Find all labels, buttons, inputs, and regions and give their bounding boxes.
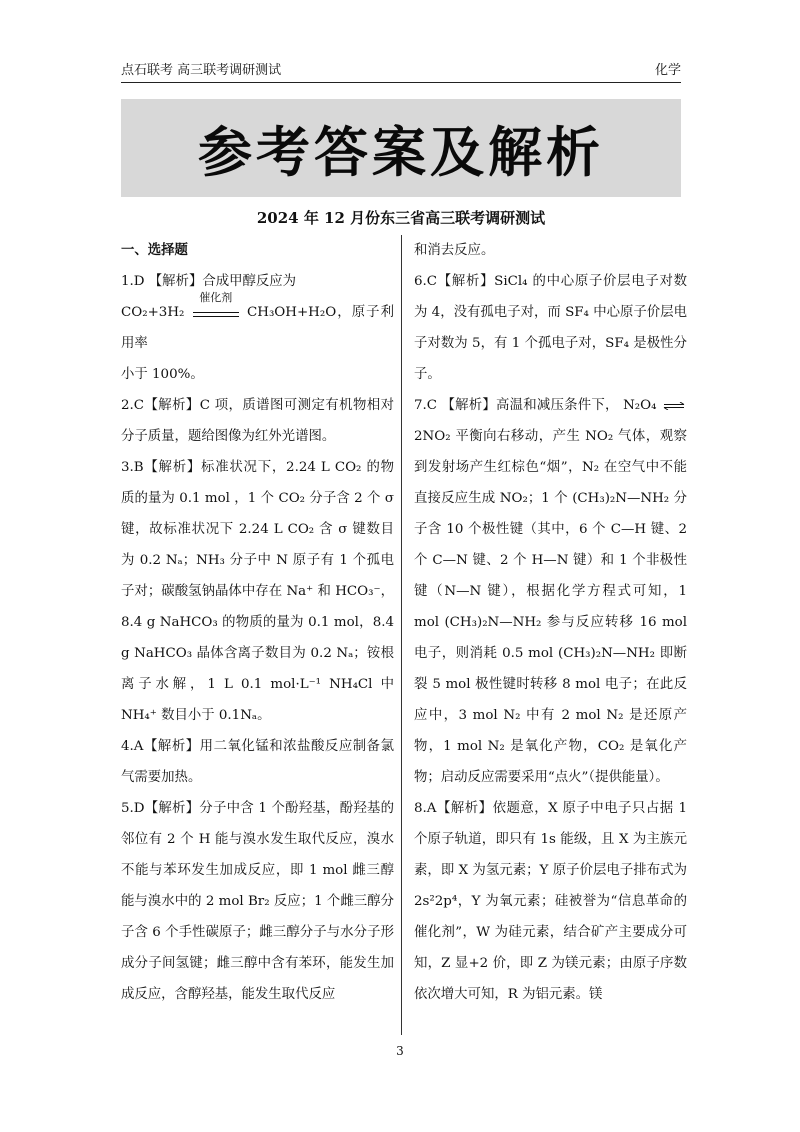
- right-column: [414, 235, 687, 1010]
- catalyst-label: 催化剂: [199, 290, 233, 304]
- equals-with-catalyst: [193, 290, 239, 320]
- title-banner: [121, 99, 681, 197]
- answer-1-end: 小于 100%。: [121, 367, 204, 382]
- answer-5-continued: 和消去反应。: [414, 243, 495, 258]
- left-column: [121, 235, 394, 1010]
- answer-1-eq-left: CO₂+3H₂: [121, 305, 185, 320]
- answer-1-intro: 1.D 【解析】合成甲醇反应为: [121, 274, 297, 289]
- page-number: 3: [396, 1044, 404, 1058]
- answer-7-eq-left: N₂O₄: [623, 398, 657, 413]
- answer-8: 8.A【解析】依题意，X 原子中电子只占据 1 个原子轨道，即只有 1s 能级，且 X 为主族元素，即 X 为氢元素；Y 原子价层电子排布式为 2s²2p⁴，Y 为氧元素；硅被誉为“信息革命的催化剂”，W 为硅元素，结合矿产主要成分可知，Z 显+2 价，即 Z 为镁元素；由原子序数依次增大可知，R 为铝元素。镁: [414, 801, 687, 1002]
- answer-5: 5.D【解析】分子中含 1 个酚羟基，酚羟基的邻位有 2 个 H 能与溴水发生取代反应，溴水不能与苯环发生加成反应，即 1 mol 雌三醇能与溴水中的 2 mol Br₂ 反应；1 个雌三醇分子含 6 个手性碳原子；雌三醇分子与水分子形成分子间氢键；雌三醇中含有苯环，能发生加成反应，含醇羟基，能发生取代反应: [121, 801, 394, 1002]
- banner-title: 参考答案及解析: [198, 119, 604, 184]
- exam-subtitle: 2024 年 12 月份东三省高三联考调研测试: [256, 209, 546, 227]
- answer-4: 4.A【解析】用二氧化锰和浓盐酸反应制备氯气需要加热。: [121, 739, 394, 785]
- answer-3: 3.B【解析】标准状况下，2.24 L CO₂ 的物质的量为 0.1 mol ，1 个 CO₂ 分子含 2 个 σ 键，故标准状况下 2.24 L CO₂ 含 σ 键数目为 0.2 Nₐ；NH₃ 分子中 N 原子有 1 个孤电子对；碳酸氢钠晶体中存在 Na⁺ 和 HCO₃⁻，8.4 g NaHCO₃ 的物质的量为 0.1 mol，8.4 g NaHCO₃ 晶体含离子数目为 0.2 Nₐ；铵根离子水解，1 L 0.1 mol·L⁻¹ NH₄Cl 中 NH₄⁺ 数目小于 0.1Nₐ。: [121, 460, 394, 723]
- answer-6: 6.C【解析】SiCl₄ 的中心原子价层电子对数为 4，没有孤电子对，而 SF₄ 中心原子价层电子对数为 5，有 1 个孤电子对，SF₄ 是极性分子。: [414, 274, 687, 382]
- answer-7-intro: 7.C 【解析】高温和减压条件下，: [414, 398, 619, 413]
- page-header: [121, 56, 681, 83]
- header-exam-name: 点石联考 高三联考调研测试: [121, 63, 282, 78]
- answer-1-eq-right: CH₃OH+H₂O，原子利用率: [121, 305, 394, 351]
- answer-7-body: 2NO₂ 平衡向右移动，产生 NO₂ 气体，观察到发射场产生红棕色“烟”，N₂ 在空气中不能直接反应生成 NO₂；1 个 (CH₃)₂N—NH₂ 分子含 10 个极性键（其中，6 个 C—H 键、2 个 C—N 键、2 个 H—N 键）和 1 个非极性键（N—N 键），根据化学方程式可知，1 mol (CH₃)₂N—NH₂ 参与反应转移 16 mol 电子，则消耗 0.5 mol (CH₃)₂N—NH₂ 即断裂 5 mol 极性键时转移 8 mol 电子；在此反应中，3 mol N₂ 中有 2 mol N₂ 是还原产物，1 mol N₂ 是氧化产物，CO₂ 是氧化产物；启动反应需要采用“点火”（提供能量）。: [414, 429, 687, 785]
- column-divider: [401, 235, 402, 1035]
- section-heading: 一、选择题: [121, 242, 188, 258]
- answer-1: [121, 266, 394, 390]
- answer-7: [414, 390, 687, 793]
- answer-2: 2.C【解析】C 项，质谱图可测定有机物相对分子质量，题给图像为红外光谱图。: [121, 398, 394, 444]
- reversible-arrow-icon: [663, 402, 685, 410]
- header-subject: 化学: [654, 63, 681, 78]
